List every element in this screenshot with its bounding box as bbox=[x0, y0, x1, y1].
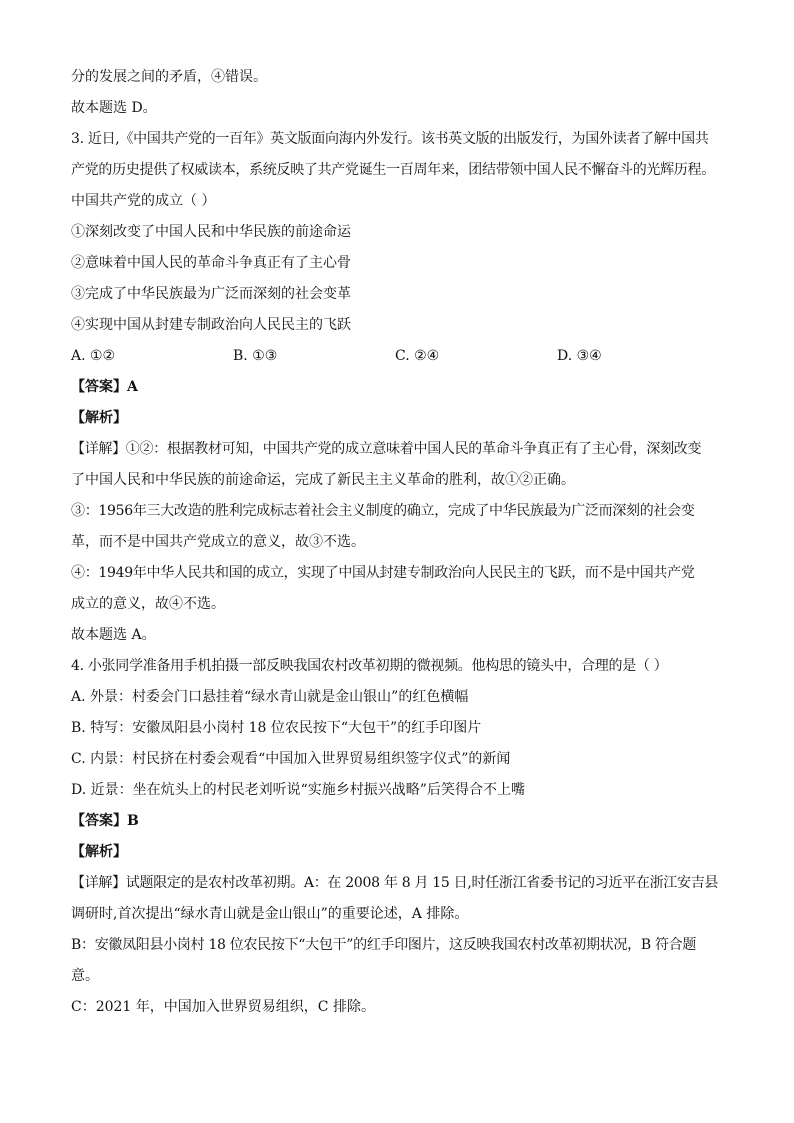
q4-option-c: C. 内景：村民挤在村委会观看“中国加入世界贸易组织签字仪式”的新闻 bbox=[71, 751, 511, 767]
q3-detail-line-3: ③：1956年三大改造的胜利完成标志着社会主义制度的确立，完成了中华民族最为广泛而深刻的社会变 bbox=[71, 503, 695, 519]
q2-tail-text: 分的发展之间的矛盾，④错误。 bbox=[71, 69, 267, 85]
q3-stem-line-1: 3. 近日,《中国共产党的一百年》英文版面向海内外发行。该书英文版的出版发行，为国外读者了解中国共 bbox=[71, 131, 709, 147]
q3-stem-line-2: 产党的历史提供了权威读本，系统反映了共产党诞生一百周年来，团结带领中国人民不懈奋斗的光辉历程。 bbox=[71, 162, 715, 178]
q4-answer: 【答案】B bbox=[71, 813, 139, 829]
q3-answer: 【答案】A bbox=[71, 379, 138, 395]
q4-detail-line-3: B：安徽凤阳县小岗村 18 位农民按下“大包干”的红手印图片，这反映我国农村改革初期状况，B 符合题 bbox=[71, 937, 697, 953]
q3-detail-line-2: 了中国人民和中华民族的前途命运，完成了新民主主义革命的胜利，故①②正确。 bbox=[71, 472, 575, 488]
q3-analysis-label: 【解析】 bbox=[71, 410, 127, 426]
q4-detail-line-1: 【详解】试题限定的是农村改革初期。A：在 2008 年 8 月 15 日,时任浙江省委书记的习近平在浙江安吉县 bbox=[71, 875, 719, 891]
q4-option-d: D. 近景：坐在炕头上的村民老刘听说“实施乡村振兴战略”后笑得合不上嘴 bbox=[71, 782, 525, 798]
q2-conclusion: 故本题选 D。 bbox=[71, 100, 157, 116]
q3-statement-3: ③完成了中华民族最为广泛而深刻的社会变革 bbox=[71, 286, 351, 302]
q3-statement-4: ④实现中国从封建专制政治向人民民主的飞跃 bbox=[71, 317, 351, 333]
q3-statement-1: ①深刻改变了中国人民和中华民族的前途命运 bbox=[71, 224, 351, 240]
q4-detail-line-4: 意。 bbox=[71, 968, 99, 984]
q3-options bbox=[71, 341, 761, 372]
q3-stem-line-3: 中国共产党的成立（ ） bbox=[71, 193, 216, 209]
q3-detail-line-5: ④：1949年中华人民共和国的成立，实现了中国从封建专制政治向人民民主的飞跃，而不是中国共产党 bbox=[71, 565, 695, 581]
q4-analysis-label: 【解析】 bbox=[71, 844, 127, 860]
q4-detail-line-5: C：2021 年，中国加入世界贸易组织，C 排除。 bbox=[71, 999, 375, 1015]
q4-option-b: B. 特写：安徽凤阳县小岗村 18 位农民按下“大包干”的红手印图片 bbox=[71, 720, 482, 736]
q3-detail-line-4: 革，而不是中国共产党成立的意义，故③不选。 bbox=[71, 534, 365, 550]
q3-conclusion: 故本题选 A。 bbox=[71, 627, 156, 643]
document-page bbox=[71, 62, 761, 1023]
q4-stem: 4. 小张同学准备用手机拍摄一部反映我国农村改革初期的微视频。他构思的镜头中，合理的是（ ） bbox=[71, 658, 668, 674]
q3-option-a: A. ①② bbox=[71, 348, 116, 364]
q4-detail-line-2: 调研时,首次提出“绿水青山就是金山银山”的重要论述，A 排除。 bbox=[71, 906, 469, 922]
q3-detail-line-1: 【详解】①②：根据教材可知，中国共产党的成立意味着中国人民的革命斗争真正有了主心骨，深刻改变 bbox=[71, 441, 702, 457]
q3-option-b: B. ①③ bbox=[233, 348, 278, 364]
q3-statement-2: ②意味着中国人民的革命斗争真正有了主心骨 bbox=[71, 255, 351, 271]
q3-detail-line-6: 成立的意义，故④不选。 bbox=[71, 596, 225, 612]
q4-option-a: A. 外景：村委会门口悬挂着“绿水青山就是金山银山”的红色横幅 bbox=[71, 689, 469, 705]
q3-option-c: C. ②④ bbox=[395, 348, 440, 364]
q3-option-d: D. ③④ bbox=[557, 348, 602, 364]
